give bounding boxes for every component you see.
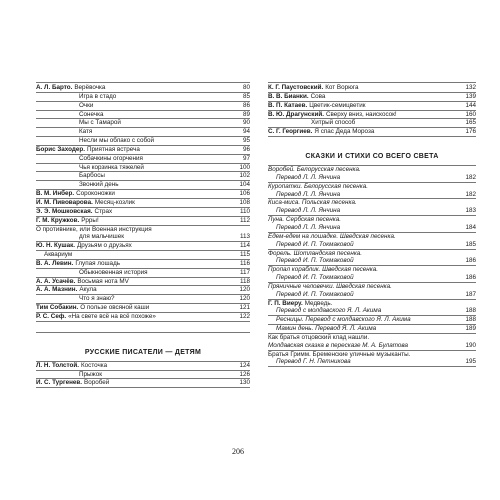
toc-title: Цветик-семицветик — [309, 101, 366, 109]
toc-entry — [268, 351, 476, 359]
toc-title: Перевод Л. Л. Янчина — [276, 223, 341, 231]
toc-entry — [268, 274, 476, 283]
left-toc-list — [36, 84, 250, 322]
toc-title: Игра в стадо — [79, 92, 117, 100]
toc-page-number: 121 — [239, 304, 250, 312]
toc-page-number: 97 — [242, 154, 250, 162]
toc-page-number: 122 — [239, 312, 250, 320]
toc-page-number: 183 — [465, 207, 476, 215]
toc-title: для мальчишек — [79, 233, 124, 241]
toc-page-number: 96 — [242, 145, 250, 153]
toc-title: Форель. Шотландская песенка. — [268, 249, 363, 257]
toc-author: В. В. Бианки. — [268, 92, 309, 100]
toc-page-number: 80 — [242, 84, 250, 91]
toc-title: Перевод с молдавского Я. Л. Акима — [276, 307, 382, 315]
toc-page-number: 188 — [465, 307, 476, 315]
toc-title: Страх — [94, 207, 113, 215]
toc-author: В. Ю. Драгунский. — [268, 110, 324, 118]
toc-author: Ю. Н. Кушак. — [36, 242, 76, 250]
toc-page-number: 108 — [239, 198, 250, 206]
toc-page-number: 190 — [465, 341, 476, 349]
toc-entry — [268, 283, 476, 291]
toc-title: «На свете всё на всё похоже» — [68, 312, 156, 320]
toc-title: Косточка — [81, 361, 108, 369]
toc-entry — [268, 199, 476, 207]
toc-page-number: 165 — [465, 119, 476, 127]
toc-page-number: 182 — [465, 173, 476, 181]
toc-title: Медведь. — [304, 299, 333, 307]
toc-title: Прыжок — [79, 370, 103, 378]
toc-entry — [268, 300, 476, 308]
toc-author: А. А. Мазнин. — [36, 286, 78, 294]
right-section-title: СКАЗКИ И СТИХИ СО ВСЕГО СВЕТА — [305, 153, 439, 161]
toc-title: Звонкий день — [79, 181, 119, 189]
toc-entry — [36, 217, 250, 226]
toc-entry — [36, 269, 250, 278]
left-header-rule — [36, 82, 250, 83]
toc-title: Перевод И. П. Токмаковой — [276, 290, 354, 298]
toc-author: Борис Заходер. — [36, 145, 85, 153]
toc-title: Мы с Тамарой — [79, 119, 121, 127]
toc-author: В. М. Инбер. — [36, 190, 75, 198]
toc-entry — [268, 266, 476, 274]
toc-page-number: 89 — [242, 110, 250, 118]
toc-title: Перевод Л. Л. Янчина — [276, 190, 341, 198]
toc-entry — [36, 251, 250, 260]
right-toc-list-2 — [268, 166, 476, 367]
toc-page-number: 186 — [465, 257, 476, 265]
toc-title: Катя — [79, 128, 93, 136]
toc-title: Перевод Л. Л. Янчина — [276, 173, 341, 181]
toc-page-number: 139 — [465, 92, 476, 100]
toc-entry — [268, 316, 476, 325]
toc-title: Сороконожки — [76, 190, 115, 198]
toc-title: Очки — [79, 101, 94, 109]
toc-entry — [36, 313, 250, 322]
toc-title: Обыкновенная история — [79, 268, 148, 276]
toc-author: В. А. Левин. — [36, 259, 74, 267]
toc-page-number: 110 — [239, 207, 250, 215]
toc-page-number: 187 — [465, 290, 476, 298]
toc-author: И. С. Тургенев. — [36, 379, 82, 387]
toc-entry — [36, 146, 250, 155]
toc-entry — [36, 208, 250, 217]
toc-entry — [36, 181, 250, 190]
toc-entry — [36, 286, 250, 295]
toc-title: Ррры! — [81, 216, 99, 224]
toc-entry — [36, 128, 250, 137]
toc-title: Восьмая нота MV — [77, 277, 129, 285]
toc-title: Молдавская сказка в пересказе М. А. Булатова — [268, 341, 409, 349]
toc-author: А. Л. Барто. — [36, 84, 73, 91]
toc-title: Сверху вниз, наискосок! — [325, 110, 397, 118]
toc-title: Приятная встреча — [87, 145, 140, 153]
toc-page-number: 115 — [239, 251, 250, 259]
toc-author: Р. С. Сеф. — [36, 312, 67, 320]
toc-title: Я спас Деда Мороза — [314, 128, 375, 136]
page-number: 206 — [232, 447, 244, 456]
toc-author: Г. П. Виеру. — [268, 299, 303, 307]
toc-page-number: 86 — [242, 101, 250, 109]
toc-page-number: 120 — [239, 286, 250, 294]
right-column — [268, 84, 476, 367]
toc-title: Сова — [310, 92, 326, 100]
toc-entry — [268, 241, 476, 250]
toc-entry — [268, 119, 476, 128]
toc-entry — [268, 174, 476, 183]
right-toc-list — [268, 84, 476, 137]
toc-page-number: 124 — [239, 361, 250, 369]
toc-page-number: 160 — [465, 110, 476, 118]
toc-entry — [36, 233, 250, 242]
toc-entry — [36, 199, 250, 208]
toc-page-number: 95 — [242, 137, 250, 145]
toc-page-number: 126 — [239, 370, 250, 378]
toc-entry — [268, 307, 476, 316]
toc-title: Перевод И. П. Токмаковой — [276, 274, 354, 282]
toc-page-number: 104 — [239, 181, 250, 189]
toc-author: Г. М. Кружков. — [36, 216, 80, 224]
toc-page-number: 112 — [239, 216, 250, 224]
left-toc-list-2 — [36, 362, 250, 389]
toc-page-number: 114 — [239, 242, 250, 250]
toc-entry — [36, 93, 250, 102]
toc-entry — [36, 119, 250, 128]
toc-page-number: 116 — [239, 259, 250, 267]
right-header-rule — [268, 82, 476, 83]
toc-page-number: 113 — [239, 233, 250, 241]
toc-entry — [268, 84, 476, 93]
toc-author: Тим Собакин. — [36, 304, 79, 312]
left-section-title: РУССКИЕ ПИСАТЕЛИ — ДЕТЯМ — [84, 348, 202, 356]
toc-title: Что я знаю? — [79, 295, 115, 303]
toc-page-number: 188 — [465, 316, 476, 324]
toc-entry — [36, 371, 250, 380]
toc-title: Несли мы облако с собой — [79, 137, 155, 145]
toc-title: Верёвочка — [74, 84, 106, 91]
toc-title: Пряничные человечки. Шведская песенка. — [268, 282, 392, 290]
toc-entry — [36, 260, 250, 269]
toc-page-number: 85 — [242, 92, 250, 100]
toc-entry — [36, 379, 250, 388]
toc-title: Как братья отцовский клад нашли. — [268, 333, 370, 341]
toc-title: Месяц-козлик — [94, 198, 135, 206]
toc-author: Э. Э. Мошковская. — [36, 207, 93, 215]
toc-title: Перевод Л. Л. Янчина — [276, 207, 341, 215]
toc-title: Воробей — [84, 379, 110, 387]
toc-title: О пользе овсяной каши — [80, 304, 150, 312]
toc-page-number: 185 — [465, 240, 476, 248]
toc-page-number: 182 — [465, 190, 476, 198]
toc-title: Хитрый способ — [311, 119, 356, 127]
toc-entry — [268, 93, 476, 102]
toc-page-number: 184 — [465, 223, 476, 231]
toc-entry — [36, 304, 250, 313]
toc-page-number: 132 — [465, 84, 476, 91]
toc-title: Едем-едем на лошадке. Шведская песенка. — [268, 232, 396, 240]
toc-title: Перевод И. П. Токмаковой — [276, 257, 354, 265]
toc-title: Мамин день. Перевод Я. Л. Акима — [276, 325, 377, 333]
toc-page-number: 90 — [242, 119, 250, 127]
toc-page-number: 195 — [465, 358, 476, 366]
toc-title: Акула — [79, 286, 97, 294]
toc-entry — [268, 111, 476, 120]
toc-entry — [36, 226, 250, 234]
toc-entry — [36, 164, 250, 173]
toc-title: Аквариум — [44, 251, 73, 259]
toc-entry — [268, 342, 476, 351]
toc-title: Ресницы. Перевод с молдавского Я. Л. Акима — [276, 316, 411, 324]
toc-title: Киса-миса. Польская песенка. — [268, 199, 357, 207]
toc-entry — [268, 334, 476, 342]
toc-entry — [36, 242, 250, 251]
toc-page-number: 118 — [239, 277, 250, 285]
toc-title: Кот Ворюга — [325, 84, 359, 91]
toc-title: Куропатки. Белорусская песенка. — [268, 182, 368, 190]
toc-page-number: 94 — [242, 128, 250, 136]
toc-title: Друзьям о друзьях — [77, 242, 132, 250]
toc-entry — [36, 362, 250, 371]
toc-entry — [36, 172, 250, 181]
toc-page-number: 102 — [239, 172, 250, 180]
toc-author: В. П. Катаев. — [268, 101, 308, 109]
toc-entry — [268, 325, 476, 334]
toc-title: Воробей. Белорусская песенка. — [268, 166, 361, 174]
toc-author: С. Г. Георгиев. — [268, 128, 313, 136]
toc-entry — [268, 166, 476, 174]
toc-title: Глупая лошадь — [75, 259, 121, 267]
toc-entry — [268, 224, 476, 233]
toc-entry — [36, 295, 250, 304]
toc-page-number: 130 — [239, 379, 250, 387]
toc-page-number: 176 — [465, 128, 476, 136]
toc-entry — [268, 250, 476, 258]
toc-entry — [268, 257, 476, 266]
toc-title: Собачкины огорчения — [79, 154, 143, 162]
left-column — [36, 84, 250, 388]
toc-entry — [36, 155, 250, 164]
toc-title: Сонечка — [79, 110, 104, 118]
toc-entry — [36, 102, 250, 111]
toc-author: К. Г. Паустовский. — [268, 84, 324, 91]
toc-author: Л. Н. Толстой. — [36, 361, 79, 369]
toc-title: Пропал кораблик. Шведская песенка. — [268, 266, 379, 274]
toc-entry — [268, 207, 476, 216]
toc-entry — [268, 191, 476, 200]
toc-page-number: 106 — [239, 190, 250, 198]
toc-title: Братья Гримм. Бременские уличные музыканты. — [268, 350, 411, 358]
toc-title: Перевод И. П. Токмаковой — [276, 240, 354, 248]
toc-title: Барбосы — [79, 172, 105, 180]
toc-entry — [268, 358, 476, 367]
toc-title: Перевод Г. Н. Петникова — [276, 358, 351, 366]
toc-entry — [36, 190, 250, 199]
toc-page-number: 144 — [465, 101, 476, 109]
toc-page-number: 120 — [239, 295, 250, 303]
toc-author: А. А. Усачёв. — [36, 277, 76, 285]
toc-entry — [268, 233, 476, 241]
toc-author: И. М. Пивоварова. — [36, 198, 93, 206]
toc-entry — [36, 84, 250, 93]
toc-title: Чья корзинка тяжелей — [79, 163, 144, 171]
toc-page-number: 189 — [465, 325, 476, 333]
toc-entry — [268, 128, 476, 137]
toc-title: Луна. Сербская песенка. — [268, 216, 341, 224]
toc-entry — [36, 111, 250, 120]
toc-page-number: 100 — [239, 163, 250, 171]
toc-entry — [36, 137, 250, 146]
toc-page-number: 186 — [465, 274, 476, 282]
toc-entry — [268, 102, 476, 111]
toc-page-number: 117 — [239, 268, 250, 276]
toc-entry — [268, 183, 476, 191]
toc-entry — [268, 216, 476, 224]
toc-entry — [36, 278, 250, 287]
toc-entry — [268, 291, 476, 300]
toc-title: О противнике, или Военная инструкция — [36, 225, 152, 233]
